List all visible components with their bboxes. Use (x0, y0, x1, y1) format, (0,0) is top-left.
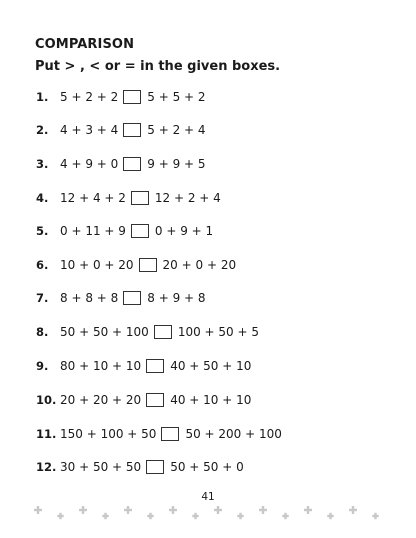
problem-number: 6. (36, 258, 49, 272)
instruction-text: Put > , < or = in the given boxes. (35, 59, 281, 74)
problem-number: 7. (36, 291, 49, 305)
left-expression: 0 + 11 + 9 (60, 224, 126, 238)
worksheet-title: COMPARISON (35, 37, 135, 52)
plus-icon (237, 513, 243, 519)
plus-icon (124, 506, 132, 514)
problem-row (36, 391, 251, 409)
right-expression: 100 + 50 + 5 (177, 325, 259, 339)
plus-icon (102, 513, 108, 519)
problem-number: 12. (36, 460, 57, 474)
plus-icon (214, 506, 222, 514)
plus-icon (304, 506, 312, 514)
right-expression: 0 + 9 + 1 (154, 224, 214, 238)
right-expression: 40 + 10 + 10 (170, 393, 252, 407)
problem-number: 5. (36, 224, 49, 238)
right-expression: 5 + 5 + 2 (147, 90, 206, 104)
left-expression: 8 + 8 + 8 (60, 291, 119, 305)
left-expression: 5 + 2 + 2 (60, 90, 119, 104)
plus-icon (79, 506, 87, 514)
problem-number: 3. (36, 157, 49, 171)
problem-row (36, 323, 259, 341)
right-expression: 20 + 0 + 20 (162, 258, 237, 272)
plus-icon (192, 513, 198, 519)
plus-icon (57, 513, 63, 519)
problem-row (36, 222, 213, 240)
right-expression: 8 + 9 + 8 (147, 291, 206, 305)
answer-box[interactable] (123, 157, 141, 171)
left-expression: 30 + 50 + 50 (60, 460, 142, 474)
problem-row (36, 121, 206, 139)
left-expression: 50 + 50 + 100 (60, 325, 149, 339)
left-expression: 12 + 4 + 2 (60, 191, 126, 205)
plus-icon (259, 506, 267, 514)
plus-icon (282, 513, 288, 519)
answer-box[interactable] (123, 291, 141, 305)
answer-box[interactable] (123, 123, 141, 137)
left-expression: 80 + 10 + 10 (60, 359, 142, 373)
problem-number: 2. (36, 123, 49, 137)
problem-row (36, 458, 244, 476)
answer-box[interactable] (123, 90, 141, 104)
problem-number: 10. (36, 393, 57, 407)
answer-box[interactable] (131, 224, 149, 238)
left-expression: 4 + 3 + 4 (60, 123, 119, 137)
answer-box[interactable] (131, 191, 149, 205)
plus-sign-border (34, 503, 384, 523)
problem-row (36, 155, 206, 173)
plus-icon (372, 513, 378, 519)
right-expression: 12 + 2 + 4 (154, 191, 221, 205)
problem-number: 11. (36, 427, 57, 441)
answer-box[interactable] (146, 460, 164, 474)
answer-box[interactable] (146, 359, 164, 373)
problem-number: 4. (36, 191, 49, 205)
left-expression: 20 + 20 + 20 (60, 393, 142, 407)
page-number: 41 (201, 491, 215, 503)
problem-row (36, 425, 282, 443)
problem-number: 8. (36, 325, 49, 339)
problem-row (36, 357, 251, 375)
right-expression: 40 + 50 + 10 (170, 359, 252, 373)
answer-box[interactable] (154, 325, 172, 339)
left-expression: 4 + 9 + 0 (60, 157, 119, 171)
plus-icon (169, 506, 177, 514)
left-expression: 150 + 100 + 50 (60, 427, 157, 441)
problem-number: 1. (36, 90, 49, 104)
problem-row (36, 289, 206, 307)
right-expression: 50 + 200 + 100 (185, 427, 282, 441)
problem-number: 9. (36, 359, 49, 373)
answer-box[interactable] (139, 258, 157, 272)
problem-row (36, 189, 221, 207)
left-expression: 10 + 0 + 20 (60, 258, 134, 272)
right-expression: 9 + 9 + 5 (147, 157, 206, 171)
plus-icon (349, 506, 357, 514)
problem-row (36, 88, 206, 106)
right-expression: 5 + 2 + 4 (147, 123, 206, 137)
plus-icon (34, 506, 42, 514)
problem-row (36, 256, 236, 274)
answer-box[interactable] (146, 393, 164, 407)
answer-box[interactable] (161, 427, 179, 441)
plus-icon (147, 513, 153, 519)
right-expression: 50 + 50 + 0 (170, 460, 244, 474)
plus-icon (327, 513, 333, 519)
